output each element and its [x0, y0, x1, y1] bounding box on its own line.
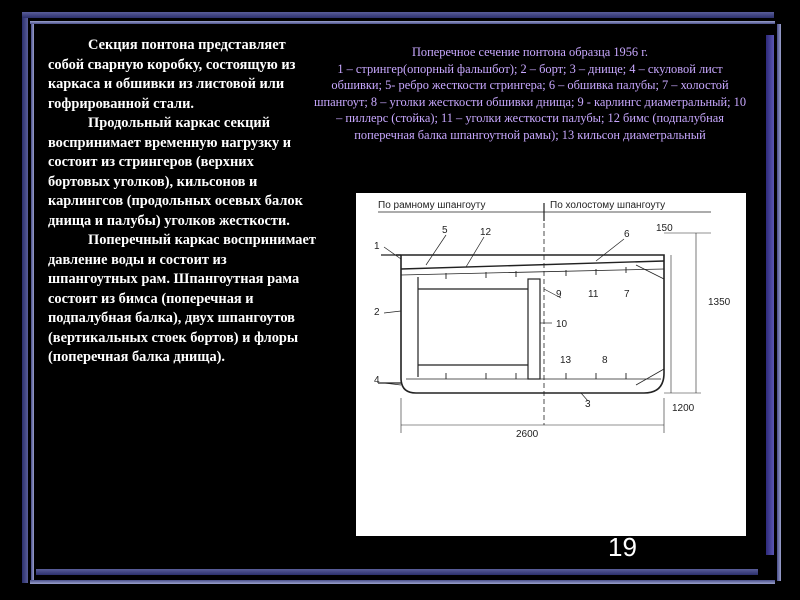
frame-top-line	[30, 21, 775, 24]
frame-top-bar	[22, 12, 774, 18]
caption-body: 1 – стрингер(опорный фальшбот); 2 – борт; 3 – днище; 4 – скуловой лист обшивки; 5- ребро жесткости стрингера; 6 – обшивка палубы; 7 – холостой шпангоут; 8 – уголки жесткости обшивки днища; 9 - карлингс диаметральный; 10 – пиллерс (стойка); 11 – уголки жесткости палубы; 12 бимс (подпалубная поперечная балка шпангоутной рамы); 13 кильсон диаметральный	[313, 61, 747, 142]
diagram-svg	[356, 193, 746, 536]
frame-bottom-bar	[36, 569, 758, 575]
leader-5	[426, 235, 446, 265]
hull-outline	[396, 255, 664, 393]
label-12: 12	[480, 227, 492, 238]
dim-1350: 1350	[708, 297, 731, 308]
caption-title: Поперечное сечение понтона образца 1956 г.	[411, 45, 648, 59]
frame-right-bar	[766, 35, 774, 555]
frame-right-line	[777, 24, 781, 581]
leader-1	[384, 247, 401, 259]
header-right: По холостому шпангоуту	[550, 200, 666, 211]
pillar	[528, 279, 540, 379]
slide-number: 19	[608, 532, 637, 562]
label-7: 7	[624, 289, 630, 300]
frame-left-bar	[22, 18, 28, 583]
label-4: 4	[374, 375, 380, 386]
right-bracket	[636, 265, 664, 279]
label-6: 6	[624, 229, 630, 240]
label-1: 1	[374, 241, 380, 252]
label-10: 10	[556, 319, 568, 330]
body-text	[48, 36, 316, 368]
figure-caption	[312, 44, 748, 143]
header-left: По рамному шпангоуту	[378, 200, 486, 211]
pontoon-cross-section-diagram	[356, 193, 746, 536]
leader-12	[466, 237, 484, 267]
frame-bottom-line	[30, 580, 775, 584]
dim-1200: 1200	[672, 403, 695, 414]
dim-2600: 2600	[516, 429, 539, 440]
label-11: 11	[588, 289, 599, 300]
label-9: 9	[556, 289, 562, 300]
leader-2	[384, 311, 401, 313]
label-2: 2	[374, 307, 380, 318]
leader-6	[596, 239, 624, 261]
deck-plating-line	[401, 261, 664, 269]
bottom-stiffeners	[446, 373, 626, 379]
label-3: 3	[585, 399, 591, 410]
deck-beam-line	[401, 269, 664, 275]
dim-150: 150	[656, 223, 673, 234]
label-5: 5	[442, 225, 448, 236]
body-paragraph-3: Поперечный каркас воспринимает давление воды и состоит из шпангоутных рам. Шпангоутная рама состоит из бимса (поперечная и подпалубная балка), двух шпангоутов (вертикальных стоек бортов) и флоры (поперечная балка днища).	[48, 232, 316, 365]
frame-left-line	[31, 24, 34, 581]
body-paragraph-2: Продольный каркас секций воспринимает временную нагрузку и состоит из стрингеров (верхних бортовых уголков), кильсонов и карлингсов (продольных осевых балок днища и палубы) уголков жесткости.	[48, 115, 303, 229]
right-bilge-bracket	[636, 369, 664, 385]
body-paragraph-1: Секция понтона представляет собой сварную коробку, состоящую из каркаса и обшивки из листовой или гофрированной стали.	[48, 37, 296, 112]
label-8: 8	[602, 355, 608, 366]
label-13: 13	[560, 355, 572, 366]
